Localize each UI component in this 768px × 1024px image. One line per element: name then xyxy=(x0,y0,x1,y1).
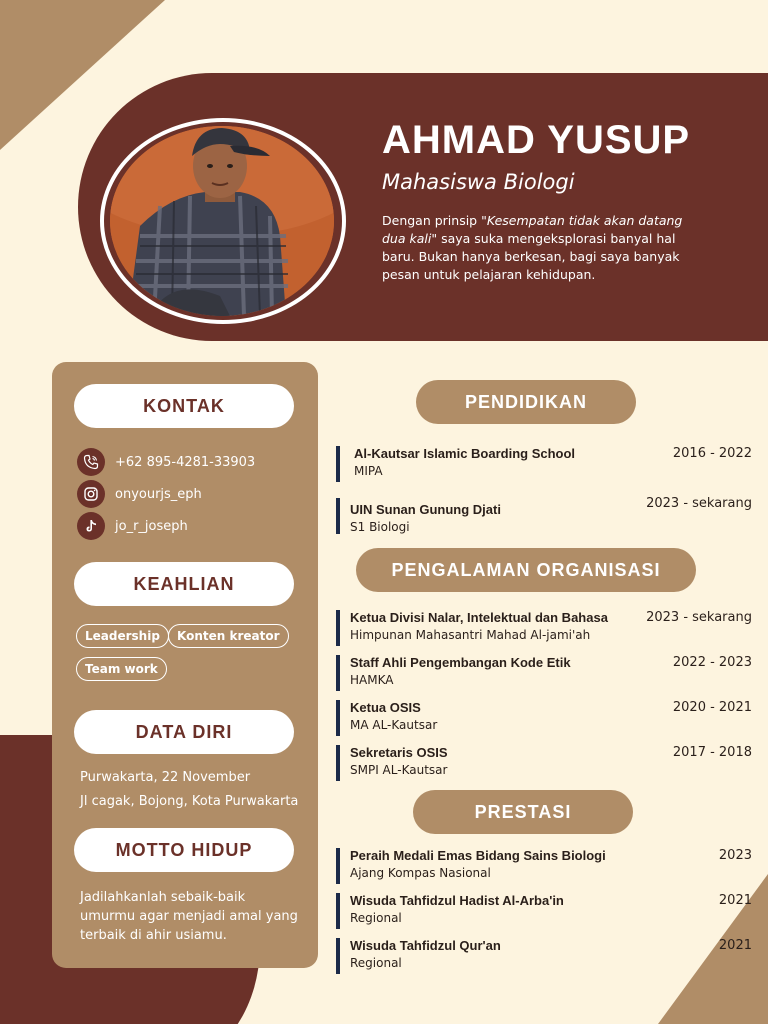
entry-year: 2023 - sekarang xyxy=(646,610,752,625)
entry-title: Al-Kautsar Islamic Boarding School xyxy=(354,446,576,461)
entry-year: 2023 - sekarang xyxy=(646,496,752,511)
profile-photo xyxy=(110,126,334,316)
organization-entry xyxy=(336,610,752,646)
entry-year: 2021 xyxy=(718,938,752,953)
entry-title: UIN Sunan Gunung Djati xyxy=(350,502,501,517)
entry-year: 2022 - 2023 xyxy=(672,655,752,670)
entry-title: Sekretaris OSIS xyxy=(350,745,448,760)
bio-prefix: Dengan prinsip " xyxy=(382,213,487,228)
entry-year: 2021 xyxy=(718,893,752,908)
entry-title: Wisuda Tahfidzul Hadist Al-Arba'in xyxy=(350,893,564,908)
organization-entry xyxy=(336,655,752,691)
entry-title: Staff Ahli Pengembangan Kode Etik xyxy=(350,655,571,670)
achievement-entry xyxy=(336,848,752,884)
phone-icon xyxy=(77,448,105,476)
prestasi-heading: PRESTASI xyxy=(413,790,633,834)
motto-heading: MOTTO HIDUP xyxy=(74,828,294,872)
entry-sub: Regional xyxy=(350,911,402,925)
motto-text: Jadilahkanlah sebaik-baik umurmu agar menjadi amal yang terbaik di ahir usiamu. xyxy=(80,890,298,943)
bio-quote: Kesempatan tidak akan datang dua kali xyxy=(382,213,683,246)
education-entry xyxy=(336,446,752,482)
profile-photo-illustration xyxy=(110,126,334,316)
data-diri-heading: DATA DIRI xyxy=(74,710,294,754)
entry-sub: Regional xyxy=(350,956,402,970)
kontak-heading: KONTAK xyxy=(74,384,294,428)
entry-sub: MA AL-Kautsar xyxy=(350,718,438,732)
bio-paragraph xyxy=(382,212,692,284)
entry-year: 2017 - 2018 xyxy=(672,745,752,760)
achievement-entry xyxy=(336,938,752,974)
contact-text: jo_r_joseph xyxy=(115,518,188,534)
entry-title: Ketua OSIS xyxy=(350,700,421,715)
entry-title: Wisuda Tahfidzul Qur'an xyxy=(350,938,501,953)
skill-tag: Team work xyxy=(76,657,167,681)
achievement-entry xyxy=(336,893,752,929)
entry-year: 2023 xyxy=(718,848,752,863)
entry-title: Ketua Divisi Nalar, Intelektual dan Bahasa xyxy=(350,610,608,625)
bio-suffix: " saya suka mengeksplorasi banyal hal baru. Bukan hanya berkesan, bagi saya banyak pesan untuk pelajaran kehidupan. xyxy=(382,231,680,282)
instagram-icon xyxy=(77,480,105,508)
entry-sub: HAMKA xyxy=(350,673,394,687)
birth-info: Purwakarta, 22 November xyxy=(80,770,251,785)
tiktok-icon xyxy=(77,512,105,540)
entry-sub: SMPI AL-Kautsar xyxy=(350,763,448,777)
education-entry xyxy=(336,498,752,534)
contact-instagram[interactable] xyxy=(77,480,202,508)
skill-tag: Konten kreator xyxy=(168,624,289,648)
job-title: Mahasiswa Biologi xyxy=(382,170,575,194)
entry-year: 2016 - 2022 xyxy=(672,446,752,461)
skill-tag: Leadership xyxy=(76,624,169,648)
entry-sub: Ajang Kompas Nasional xyxy=(350,866,491,880)
entry-sub: Himpunan Mahasantri Mahad Al-jami'ah xyxy=(350,628,591,642)
entry-sub: MIPA xyxy=(354,464,383,478)
keahlian-heading: KEAHLIAN xyxy=(74,562,294,606)
contact-text: onyourjs_eph xyxy=(115,486,202,502)
address-info: Jl cagak, Bojong, Kota Purwakarta xyxy=(80,794,299,809)
contact-phone[interactable] xyxy=(77,448,255,476)
entry-year: 2020 - 2021 xyxy=(672,700,752,715)
contact-tiktok[interactable] xyxy=(77,512,188,540)
pendidikan-heading: PENDIDIKAN xyxy=(416,380,636,424)
entry-sub: S1 Biologi xyxy=(350,520,410,534)
entry-title: Peraih Medali Emas Bidang Sains Biologi xyxy=(350,848,606,863)
full-name: AHMAD YUSUP xyxy=(382,118,691,162)
organisasi-heading: PENGALAMAN ORGANISASI xyxy=(356,548,696,592)
organization-entry xyxy=(336,745,752,781)
organization-entry xyxy=(336,700,752,736)
contact-text: +62 895-4281-33903 xyxy=(115,454,256,470)
